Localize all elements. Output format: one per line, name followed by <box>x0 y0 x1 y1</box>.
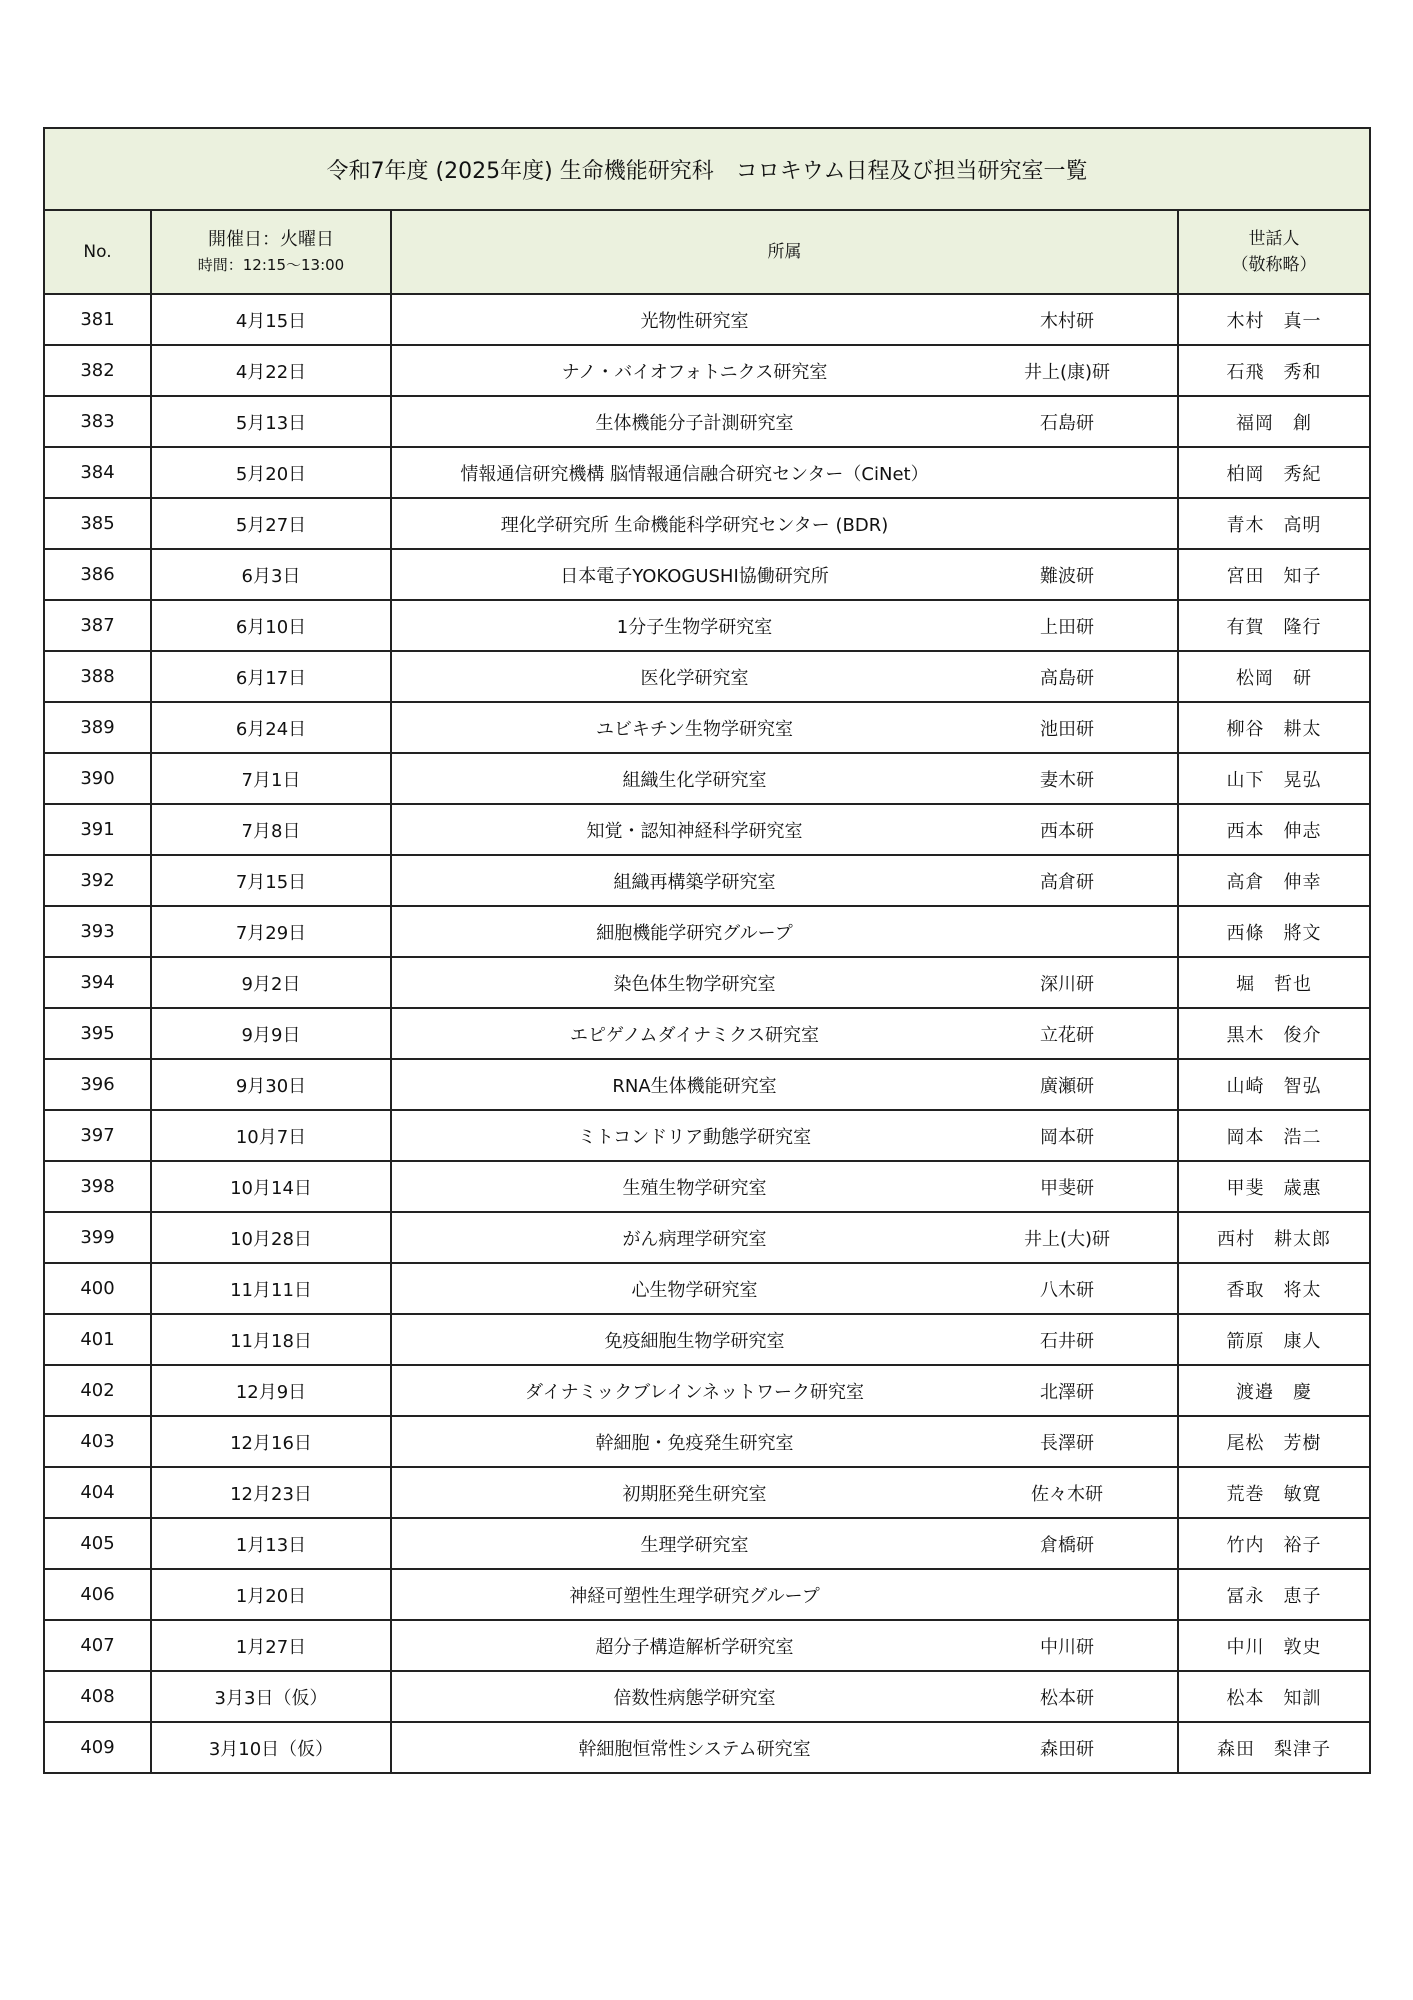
table-row <box>44 549 1370 600</box>
table-row <box>44 1518 1370 1569</box>
row-date: 9月2日 <box>151 957 391 1008</box>
row-number: 403 <box>44 1416 151 1467</box>
row-affiliation <box>391 600 1178 651</box>
row-person: 山下 晃弘 <box>1178 753 1370 804</box>
row-affiliation <box>391 396 1178 447</box>
row-number: 400 <box>44 1263 151 1314</box>
row-number: 390 <box>44 753 151 804</box>
row-date: 6月10日 <box>151 600 391 651</box>
table-row <box>44 804 1370 855</box>
table-row <box>44 1416 1370 1467</box>
row-department: 免疫細胞生物学研究室 <box>604 1330 785 1352</box>
row-affiliation <box>391 1416 1178 1467</box>
table-row <box>44 294 1370 345</box>
row-affiliation <box>391 1365 1178 1416</box>
row-number: 384 <box>44 447 151 498</box>
row-affiliation <box>391 1569 1178 1620</box>
row-department: 染色体生物学研究室 <box>613 973 776 995</box>
row-department: 生理学研究室 <box>640 1534 749 1556</box>
header-row <box>44 210 1370 294</box>
row-person: 箭原 康人 <box>1178 1314 1370 1365</box>
row-lab: 石島研 <box>1040 412 1094 434</box>
row-number: 394 <box>44 957 151 1008</box>
row-person: 渡邉 慶 <box>1178 1365 1370 1416</box>
row-lab <box>1002 448 1132 497</box>
row-department: 組織再構築学研究室 <box>613 871 776 893</box>
table-row <box>44 651 1370 702</box>
header-date <box>151 210 391 294</box>
table-row <box>44 855 1370 906</box>
row-person: 甲斐 歳惠 <box>1178 1161 1370 1212</box>
row-affiliation <box>391 702 1178 753</box>
row-person: 山崎 智弘 <box>1178 1059 1370 1110</box>
row-department: 理化学研究所 生命機能科学研究センター (BDR) <box>500 514 889 536</box>
row-department: 医化学研究室 <box>640 667 749 689</box>
row-person: 香取 将太 <box>1178 1263 1370 1314</box>
table-row <box>44 1110 1370 1161</box>
row-number: 398 <box>44 1161 151 1212</box>
row-department: 1分子生物学研究室 <box>616 616 773 638</box>
row-lab: 深川研 <box>1040 973 1094 995</box>
row-lab: 北澤研 <box>1040 1381 1094 1403</box>
table-row <box>44 1620 1370 1671</box>
row-lab: 上田研 <box>1040 616 1094 638</box>
table-row <box>44 1722 1370 1773</box>
row-department: 情報通信研究機構 脳情報通信融合研究センター（CiNet） <box>460 463 929 485</box>
row-person: 松岡 研 <box>1178 651 1370 702</box>
row-person: 松本 知訓 <box>1178 1671 1370 1722</box>
row-number: 386 <box>44 549 151 600</box>
row-department: 倍数性病態学研究室 <box>613 1687 776 1709</box>
row-date: 5月20日 <box>151 447 391 498</box>
row-number: 381 <box>44 294 151 345</box>
table-row <box>44 1569 1370 1620</box>
row-department: 幹細胞・免疫発生研究室 <box>595 1432 794 1454</box>
row-person: 青木 高明 <box>1178 498 1370 549</box>
row-person: 柏岡 秀紀 <box>1178 447 1370 498</box>
row-person: 福岡 創 <box>1178 396 1370 447</box>
row-number: 399 <box>44 1212 151 1263</box>
table-row <box>44 600 1370 651</box>
row-affiliation <box>391 651 1178 702</box>
row-number: 387 <box>44 600 151 651</box>
row-person: 岡本 浩二 <box>1178 1110 1370 1161</box>
row-date: 7月15日 <box>151 855 391 906</box>
row-affiliation <box>391 906 1178 957</box>
row-number: 396 <box>44 1059 151 1110</box>
row-date: 6月24日 <box>151 702 391 753</box>
row-affiliation <box>391 1212 1178 1263</box>
row-affiliation <box>391 1059 1178 1110</box>
row-lab: 佐々木研 <box>1031 1483 1103 1505</box>
header-person-line1: 世話人 <box>1248 228 1300 249</box>
row-person: 尾松 芳樹 <box>1178 1416 1370 1467</box>
row-affiliation <box>391 498 1178 549</box>
row-lab: 池田研 <box>1040 718 1094 740</box>
table-row <box>44 753 1370 804</box>
row-person: 木村 真一 <box>1178 294 1370 345</box>
row-lab <box>1002 907 1132 956</box>
row-person: 高倉 伸幸 <box>1178 855 1370 906</box>
row-number: 409 <box>44 1722 151 1773</box>
page-title: 令和7年度 (2025年度) 生命機能研究科 コロキウム日程及び担当研究室一覧 <box>44 128 1370 210</box>
row-person: 黒木 俊介 <box>1178 1008 1370 1059</box>
row-affiliation <box>391 957 1178 1008</box>
row-date: 7月8日 <box>151 804 391 855</box>
table-row <box>44 1212 1370 1263</box>
row-affiliation <box>391 804 1178 855</box>
row-number: 405 <box>44 1518 151 1569</box>
row-number: 408 <box>44 1671 151 1722</box>
row-person: 柳谷 耕太 <box>1178 702 1370 753</box>
row-affiliation <box>391 1671 1178 1722</box>
row-department: がん病理学研究室 <box>622 1228 767 1250</box>
header-person-line2: （敬称略） <box>1231 255 1317 275</box>
row-affiliation <box>391 549 1178 600</box>
row-date: 9月30日 <box>151 1059 391 1110</box>
row-number: 391 <box>44 804 151 855</box>
row-number: 397 <box>44 1110 151 1161</box>
row-department: 心生物学研究室 <box>631 1279 758 1301</box>
row-date: 10月7日 <box>151 1110 391 1161</box>
row-date: 12月9日 <box>151 1365 391 1416</box>
row-department: 知覚・認知神経科学研究室 <box>586 820 803 842</box>
row-person: 宮田 知子 <box>1178 549 1370 600</box>
row-date: 3月10日（仮） <box>151 1722 391 1773</box>
row-department: 初期胚発生研究室 <box>622 1483 767 1505</box>
row-date: 10月14日 <box>151 1161 391 1212</box>
row-affiliation <box>391 1263 1178 1314</box>
row-date: 4月22日 <box>151 345 391 396</box>
table-row <box>44 396 1370 447</box>
row-person: 堀 哲也 <box>1178 957 1370 1008</box>
row-date: 1月20日 <box>151 1569 391 1620</box>
row-date: 5月13日 <box>151 396 391 447</box>
row-affiliation <box>391 1008 1178 1059</box>
row-date: 9月9日 <box>151 1008 391 1059</box>
table-row <box>44 1161 1370 1212</box>
row-date: 1月27日 <box>151 1620 391 1671</box>
row-number: 382 <box>44 345 151 396</box>
header-date-line2: 時間：12:15～13:00 <box>197 256 345 275</box>
table-row <box>44 1263 1370 1314</box>
row-lab: 高倉研 <box>1040 871 1094 893</box>
row-affiliation <box>391 1110 1178 1161</box>
row-department: RNA生体機能研究室 <box>612 1075 777 1097</box>
row-lab: 岡本研 <box>1040 1126 1094 1148</box>
row-lab: 難波研 <box>1040 565 1094 587</box>
row-person: 冨永 恵子 <box>1178 1569 1370 1620</box>
row-person: 荒巻 敏寛 <box>1178 1467 1370 1518</box>
row-lab: 井上(大)研 <box>1023 1228 1111 1250</box>
row-affiliation <box>391 1620 1178 1671</box>
row-lab: 甲斐研 <box>1040 1177 1094 1199</box>
table-row <box>44 345 1370 396</box>
row-department: 超分子構造解析学研究室 <box>595 1636 794 1658</box>
row-person: 森田 梨津子 <box>1178 1722 1370 1773</box>
row-lab: 中川研 <box>1040 1636 1094 1658</box>
table-row <box>44 702 1370 753</box>
row-lab: 石井研 <box>1040 1330 1094 1352</box>
row-affiliation <box>391 345 1178 396</box>
row-lab: 長澤研 <box>1040 1432 1094 1454</box>
row-number: 392 <box>44 855 151 906</box>
row-department: ダイナミックブレインネットワーク研究室 <box>524 1381 865 1403</box>
header-person <box>1178 210 1370 294</box>
table-row <box>44 906 1370 957</box>
row-department: ユビキチン生物学研究室 <box>595 718 794 740</box>
row-number: 388 <box>44 651 151 702</box>
row-date: 11月18日 <box>151 1314 391 1365</box>
row-affiliation <box>391 1314 1178 1365</box>
row-department: 日本電子YOKOGUSHI協働研究所 <box>560 565 829 587</box>
row-department: 神経可塑性生理学研究グループ <box>569 1585 820 1607</box>
row-department: 細胞機能学研究グループ <box>596 922 793 944</box>
row-department: 光物性研究室 <box>640 310 749 332</box>
row-date: 6月17日 <box>151 651 391 702</box>
table-row <box>44 1467 1370 1518</box>
row-lab: 西本研 <box>1040 820 1094 842</box>
row-lab: 高島研 <box>1040 667 1094 689</box>
table-row <box>44 1008 1370 1059</box>
row-date: 12月23日 <box>151 1467 391 1518</box>
row-date: 7月1日 <box>151 753 391 804</box>
colloquium-schedule-table <box>43 127 1371 1774</box>
row-date: 1月13日 <box>151 1518 391 1569</box>
table-row <box>44 957 1370 1008</box>
table-row <box>44 498 1370 549</box>
row-date: 10月28日 <box>151 1212 391 1263</box>
row-person: 西條 將文 <box>1178 906 1370 957</box>
table-row <box>44 447 1370 498</box>
row-lab: 八木研 <box>1040 1279 1094 1301</box>
row-number: 389 <box>44 702 151 753</box>
row-department: エピゲノムダイナミクス研究室 <box>570 1024 819 1046</box>
row-number: 395 <box>44 1008 151 1059</box>
row-lab: 木村研 <box>1040 310 1094 332</box>
row-number: 407 <box>44 1620 151 1671</box>
row-number: 401 <box>44 1314 151 1365</box>
row-date: 11月11日 <box>151 1263 391 1314</box>
row-date: 5月27日 <box>151 498 391 549</box>
row-department: 幹細胞恒常性システム研究室 <box>578 1738 811 1760</box>
row-date: 3月3日（仮） <box>151 1671 391 1722</box>
row-number: 402 <box>44 1365 151 1416</box>
table-row <box>44 1671 1370 1722</box>
row-number: 385 <box>44 498 151 549</box>
header-no: No. <box>44 210 151 294</box>
row-lab: 妻木研 <box>1040 769 1094 791</box>
header-affiliation: 所属 <box>391 210 1178 294</box>
row-date: 12月16日 <box>151 1416 391 1467</box>
row-affiliation <box>391 1467 1178 1518</box>
row-affiliation <box>391 855 1178 906</box>
table-row <box>44 1314 1370 1365</box>
row-affiliation <box>391 1722 1178 1773</box>
row-department: 組織生化学研究室 <box>622 769 767 791</box>
table-row <box>44 1059 1370 1110</box>
row-affiliation <box>391 753 1178 804</box>
row-department: 生体機能分子計測研究室 <box>595 412 794 434</box>
row-affiliation <box>391 294 1178 345</box>
row-lab: 松本研 <box>1040 1687 1094 1709</box>
row-affiliation <box>391 447 1178 498</box>
row-department: ミトコンドリア動態学研究室 <box>577 1126 812 1148</box>
row-person: 西本 伸志 <box>1178 804 1370 855</box>
row-affiliation <box>391 1518 1178 1569</box>
row-lab: 森田研 <box>1040 1738 1094 1760</box>
row-lab: 井上(康)研 <box>1023 361 1111 383</box>
row-lab <box>1002 499 1132 548</box>
row-number: 404 <box>44 1467 151 1518</box>
row-affiliation <box>391 1161 1178 1212</box>
row-person: 西村 耕太郎 <box>1178 1212 1370 1263</box>
row-department: 生殖生物学研究室 <box>622 1177 767 1199</box>
row-person: 有賀 隆行 <box>1178 600 1370 651</box>
row-date: 4月15日 <box>151 294 391 345</box>
row-person: 石飛 秀和 <box>1178 345 1370 396</box>
row-number: 393 <box>44 906 151 957</box>
row-date: 6月3日 <box>151 549 391 600</box>
row-lab: 廣瀬研 <box>1040 1075 1094 1097</box>
row-person: 竹内 裕子 <box>1178 1518 1370 1569</box>
row-lab: 立花研 <box>1040 1024 1094 1046</box>
row-lab: 倉橋研 <box>1040 1534 1094 1556</box>
row-date: 7月29日 <box>151 906 391 957</box>
table-row <box>44 1365 1370 1416</box>
header-date-line1: 開催日：火曜日 <box>208 229 334 251</box>
row-person: 中川 敦史 <box>1178 1620 1370 1671</box>
row-number: 383 <box>44 396 151 447</box>
schedule-rows <box>44 294 1370 1773</box>
row-department: ナノ・バイオフォトニクス研究室 <box>561 361 828 383</box>
row-number: 406 <box>44 1569 151 1620</box>
row-lab <box>1002 1570 1132 1619</box>
